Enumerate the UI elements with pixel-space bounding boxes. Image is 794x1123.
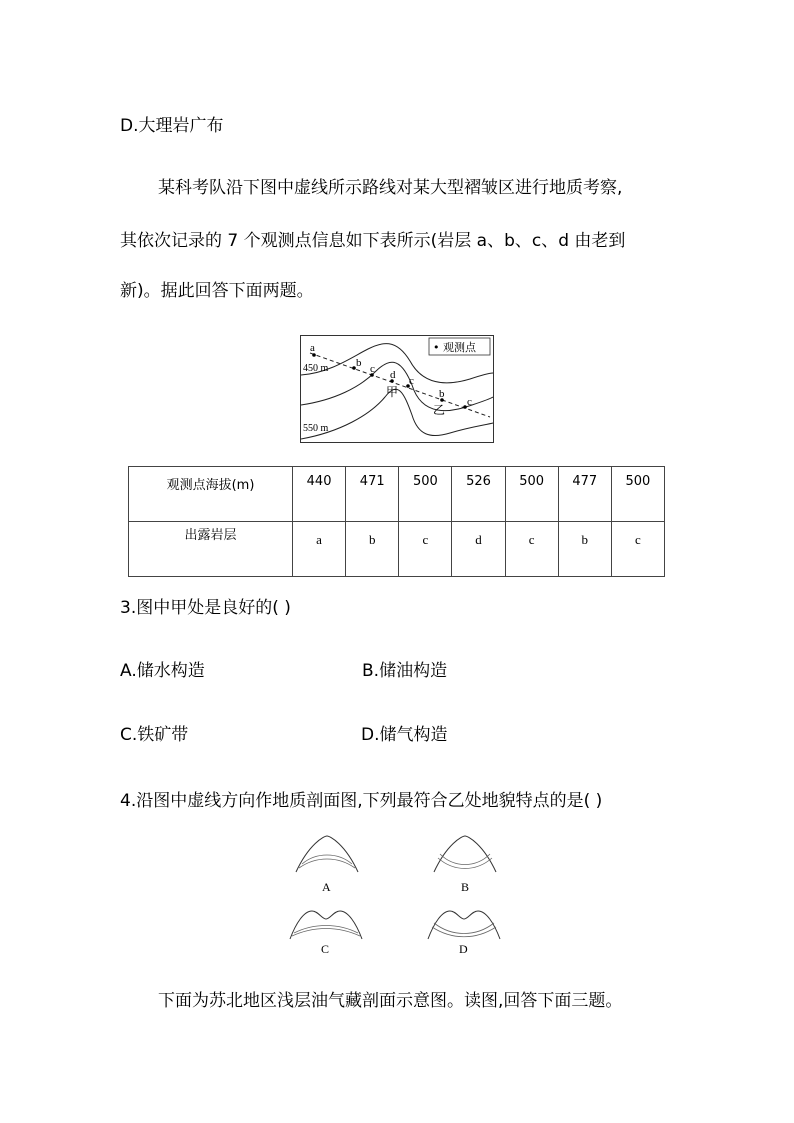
table-cell: 440 bbox=[293, 467, 346, 522]
q4-label-c: C bbox=[321, 942, 330, 956]
table-cell: d bbox=[452, 522, 505, 577]
row-header-layer: 出露岩层 bbox=[129, 522, 293, 577]
point-label-6: b bbox=[439, 388, 445, 400]
table-row bbox=[129, 467, 665, 522]
q3-option-c[interactable]: C.铁矿带 bbox=[120, 725, 189, 745]
q3-option-b[interactable]: B.储油构造 bbox=[362, 661, 448, 681]
contour-label-450: 450 m bbox=[303, 363, 329, 374]
table-cell: 500 bbox=[505, 467, 558, 522]
table-cell: b bbox=[558, 522, 611, 577]
intro-line-2: 其依次记录的 7 个观测点信息如下表所示(岩层 a、b、c、d 由老到 bbox=[120, 231, 626, 251]
question-3-stem: 3.图中甲处是良好的( ) bbox=[120, 598, 291, 618]
table-cell: c bbox=[505, 522, 558, 577]
fold-contour-map bbox=[300, 335, 495, 444]
table-cell: 526 bbox=[452, 467, 505, 522]
table-cell: 471 bbox=[346, 467, 399, 522]
question-4-stem: 4.沿图中虚线方向作地质剖面图,下列最符合乙处地貌特点的是( ) bbox=[120, 791, 603, 811]
table-row bbox=[129, 522, 665, 577]
table-cell: c bbox=[399, 522, 452, 577]
table-cell: 500 bbox=[611, 467, 664, 522]
q4-profile-a[interactable] bbox=[294, 834, 360, 874]
q4-label-a: A bbox=[322, 880, 331, 894]
point-label-7: c bbox=[467, 396, 472, 408]
point-label-4: d bbox=[390, 369, 396, 381]
intro-line-3: 新)。据此回答下面两题。 bbox=[120, 281, 314, 301]
intro-line-1: 某科考队沿下图中虚线所示路线对某大型褶皱区进行地质考察, bbox=[158, 178, 623, 198]
q4-profile-d[interactable] bbox=[426, 905, 502, 941]
next-section-intro: 下面为苏北地区浅层油气藏剖面示意图。读图,回答下面三题。 bbox=[158, 991, 623, 1011]
q4-profile-c[interactable] bbox=[288, 905, 364, 941]
table-cell: a bbox=[293, 522, 346, 577]
row-header-elevation: 观测点海拔(m) bbox=[129, 467, 293, 522]
place-label-jia: 甲 bbox=[386, 385, 399, 399]
q3-option-a[interactable]: A.储水构造 bbox=[120, 661, 205, 681]
point-label-5: c bbox=[409, 375, 414, 387]
point-label-3: c bbox=[370, 363, 375, 375]
observation-table bbox=[128, 466, 665, 577]
table-cell: 500 bbox=[399, 467, 452, 522]
table-cell: c bbox=[611, 522, 664, 577]
q4-label-b: B bbox=[461, 880, 470, 894]
contour-label-550: 550 m bbox=[303, 423, 329, 434]
table-cell: 477 bbox=[558, 467, 611, 522]
q4-profile-b[interactable] bbox=[432, 834, 498, 874]
point-label-2: b bbox=[356, 357, 362, 369]
place-label-yi: 乙 bbox=[433, 403, 446, 417]
previous-option-d: D.大理岩广布 bbox=[120, 116, 224, 136]
legend-observation-point: • 观测点 bbox=[433, 341, 476, 354]
point-label-1: a bbox=[310, 342, 315, 354]
table-cell: b bbox=[346, 522, 399, 577]
q4-label-d: D bbox=[459, 942, 468, 956]
q3-option-d[interactable]: D.储气构造 bbox=[361, 725, 448, 745]
